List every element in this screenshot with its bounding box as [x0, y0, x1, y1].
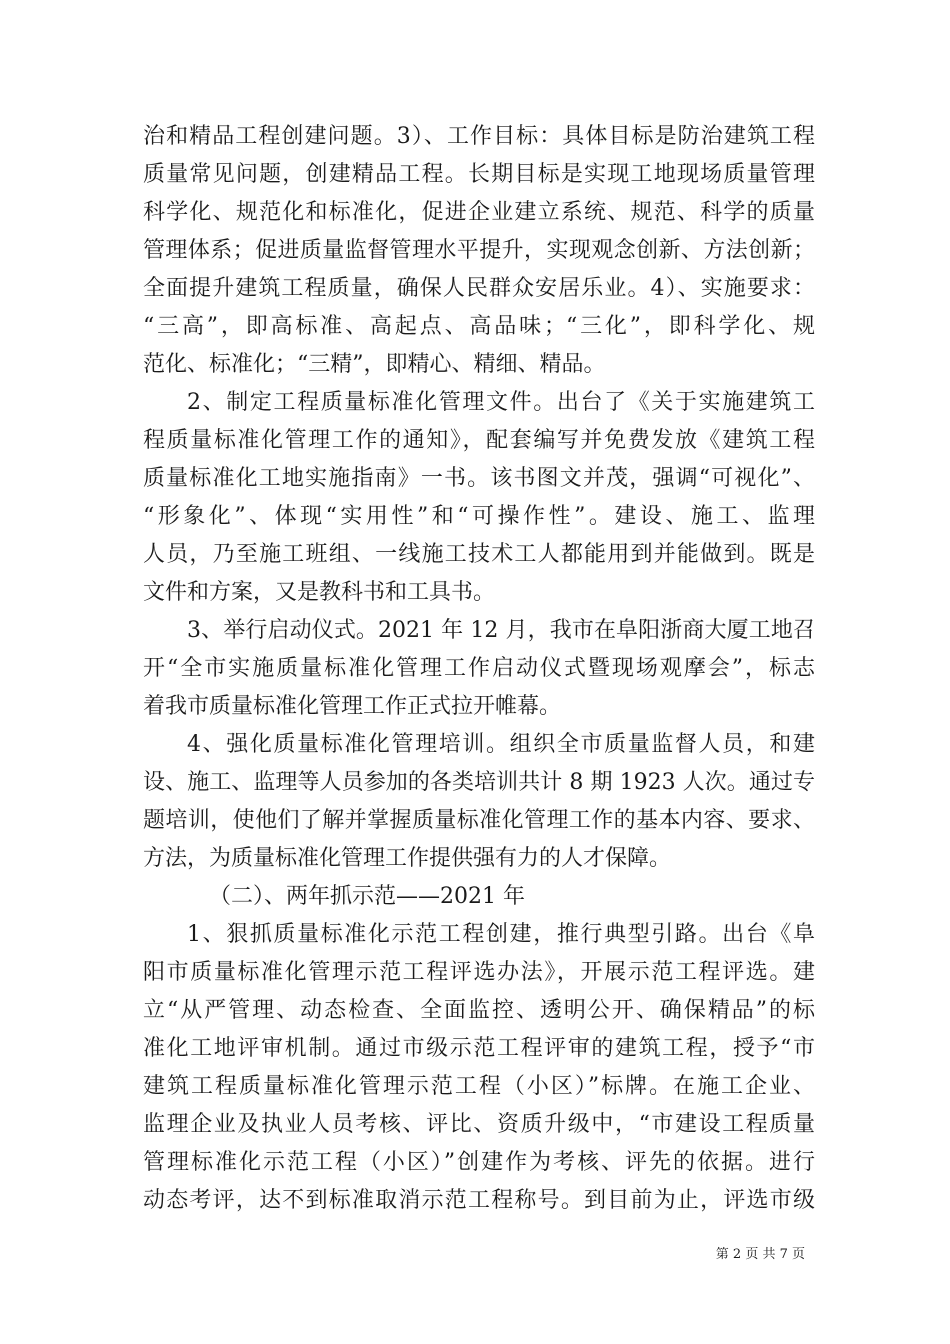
paragraph-line: 设、施工、监理等人员参加的各类培训共计 8 期 1923 人次。通过专: [143, 770, 815, 795]
paragraph-line: 1、狠抓质量标准化示范工程创建，推行典型引路。出台《阜: [187, 922, 815, 947]
paragraph-line: 治和精品工程创建问题。3）、工作目标：具体目标是防治建筑工程: [143, 124, 815, 149]
paragraph-line: “三高”，即高标准、高起点、高品味；“三化”，即科学化、规: [143, 314, 815, 339]
paragraph-line: 质量标准化工地实施指南》一书。该书图文并茂，强调“可视化”、: [143, 466, 815, 491]
paragraph-line: 文件和方案，又是教科书和工具书。: [143, 580, 496, 605]
paragraph-line: 科学化、规范化和标准化，促进企业建立系统、规范、科学的质量: [143, 200, 815, 225]
paragraph-line: 阳市质量标准化管理示范工程评选办法》，开展示范工程评选。建: [143, 960, 815, 985]
paragraph-line: 准化工地评审机制。通过市级示范工程评审的建筑工程，授予“市: [143, 1036, 815, 1061]
paragraph-line: 方法，为质量标准化管理工作提供强有力的人才保障。: [143, 846, 672, 871]
paragraph-line: 全面提升建筑工程质量，确保人民群众安居乐业。4）、实施要求：: [143, 276, 815, 301]
paragraph-line: “形象化”、体现“实用性”和“可操作性”。建设、施工、监理: [143, 504, 815, 529]
document-body: [143, 118, 815, 1220]
paragraph-line: 4、强化质量标准化管理培训。组织全市质量监督人员，和建: [187, 732, 815, 757]
paragraph-line: 监理企业及执业人员考核、评比、资质升级中，“市建设工程质量: [143, 1112, 815, 1137]
paragraph-line: 2、制定工程质量标准化管理文件。出台了《关于实施建筑工: [187, 390, 815, 415]
paragraph-line: 动态考评，达不到标准取消示范工程称号。到目前为止，评选市级: [143, 1188, 815, 1213]
paragraph-line: 着我市质量标准化管理工作正式拉开帷幕。: [143, 694, 562, 719]
paragraph-line: 题培训，使他们了解并掌握质量标准化管理工作的基本内容、要求、: [143, 808, 815, 833]
paragraph-line: 立“从严管理、动态检查、全面监控、透明公开、确保精品”的标: [143, 998, 815, 1023]
paragraph-line: 开“全市实施质量标准化管理工作启动仪式暨现场观摩会”，标志: [143, 656, 815, 681]
paragraph-line: 3、举行启动仪式。2021 年 12 月，我市在阜阳浙商大厦工地召: [187, 618, 815, 643]
paragraph-line: 建筑工程质量标准化管理示范工程（小区）”标牌。在施工企业、: [143, 1074, 815, 1099]
section-heading: （二）、两年抓示范——2021 年: [209, 884, 525, 909]
paragraph-line: 管理标准化示范工程（小区）”创建作为考核、评先的依据。进行: [143, 1150, 815, 1175]
paragraph-line: 人员，乃至施工班组、一线施工技术工人都能用到并能做到。既是: [143, 542, 815, 567]
page-number-footer: 第 2 页 共 7 页: [715, 1247, 805, 1262]
paragraph-line: 质量常见问题，创建精品工程。长期目标是实现工地现场质量管理: [143, 162, 815, 187]
paragraph-line: 管理体系；促进质量监督管理水平提升，实现观念创新、方法创新；: [143, 238, 815, 263]
paragraph-line: 程质量标准化管理工作的通知》，配套编写并免费发放《建筑工程: [143, 428, 815, 453]
paragraph-line: 范化、标准化；“三精”，即精心、精细、精品。: [143, 352, 606, 377]
